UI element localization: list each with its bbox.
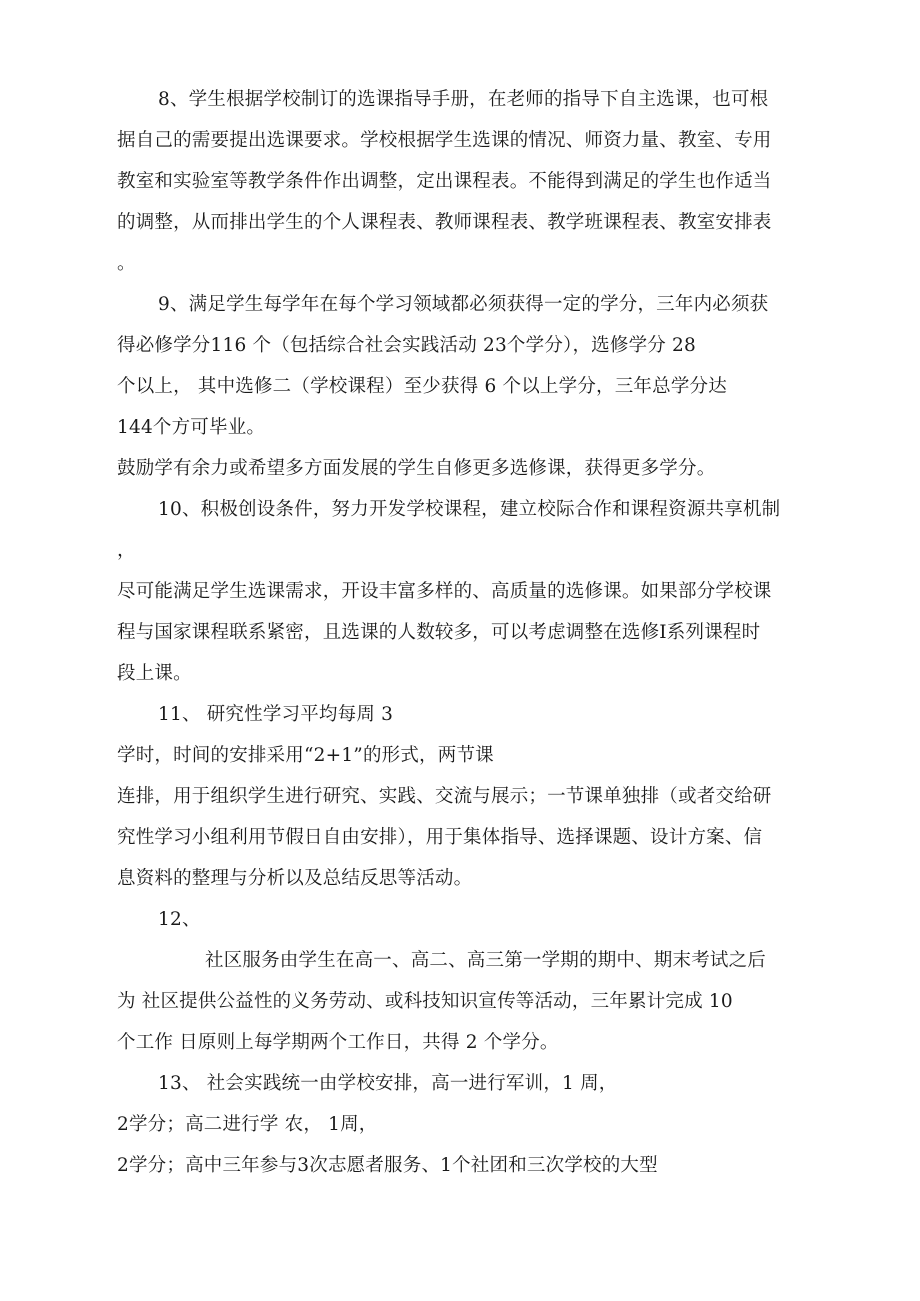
text-line: 连排，用于组织学生进行研究、实践、交流与展示；一节课单独排（或者交给研 (117, 786, 772, 807)
text-line: 社区服务由学生在高一、高二、高三第一学期的期中、期末考试之后 (205, 950, 767, 971)
text-line: 2学分；高中三年参与3次志愿者服务、1个社团和三次学校的大型 (117, 1155, 658, 1176)
text-line: 学时，时间的安排采用“2+1”的形式，两节课 (117, 745, 494, 766)
text-line: 教室和实验室等教学条件作出调整，定出课程表。不能得到满足的学生也作适当 (117, 171, 772, 192)
text-line: 段上课。 (117, 663, 192, 684)
text-line: 13、 社会实践统一由学校安排，高一进行军训，1 周， (158, 1073, 618, 1094)
text-line: 11、 研究性学习平均每周 3 (158, 704, 394, 725)
text-line: 鼓励学有余力或希望多方面发展的学生自修更多选修课，获得更多学分。 (117, 458, 716, 479)
text-line: 。 (117, 253, 136, 274)
text-line: 个工作 日原则上每学期两个工作日，共得 2 个学分。 (117, 1032, 559, 1053)
text-line: 个以上， 其中选修二（学校课程）至少获得 6 个以上学分，三年总学分达 (117, 376, 727, 397)
text-line: 尽可能满足学生选课需求，开设丰富多样的、高质量的选修课。如果部分学校课 (117, 581, 772, 602)
text-line: 8、学生根据学校制订的选课指导手册，在老师的指导下自主选课，也可根 (158, 89, 769, 110)
text-line: ， (117, 540, 136, 561)
text-line: 2学分；高二进行学 农， 1周， (117, 1114, 378, 1135)
text-line: 144个方可毕业。 (117, 417, 266, 438)
text-line: 为 社区提供公益性的义务劳动、或科技知识宣传等活动，三年累计完成 10 (117, 991, 733, 1012)
text-line: 得必修学分116 个（包括综合社会实践活动 23个学分），选修学分 28 (117, 335, 696, 356)
text-line: 12、 (158, 909, 201, 930)
text-line: 息资料的整理与分析以及总结反思等活动。 (117, 868, 473, 889)
text-line: 的调整，从而排出学生的个人课程表、教师课程表、教学班课程表、教室安排表 (117, 212, 772, 233)
text-line: 究性学习小组利用节假日自由安排），用于集体指导、选择课题、设计方案、信 (117, 827, 763, 848)
text-line: 9、满足学生每学年在每个学习领域都必须获得一定的学分，三年内必须获 (158, 294, 769, 315)
text-line: 10、积极创设条件，努力开发学校课程，建立校际合作和课程资源共享机制 (158, 499, 781, 520)
text-line: 程与国家课程联系紧密，且选课的人数较多，可以考虑调整在选修I系列课程时 (117, 622, 761, 643)
text-line: 据自己的需要提出选课要求。学校根据学生选课的情况、师资力量、教室、专用 (117, 130, 772, 151)
